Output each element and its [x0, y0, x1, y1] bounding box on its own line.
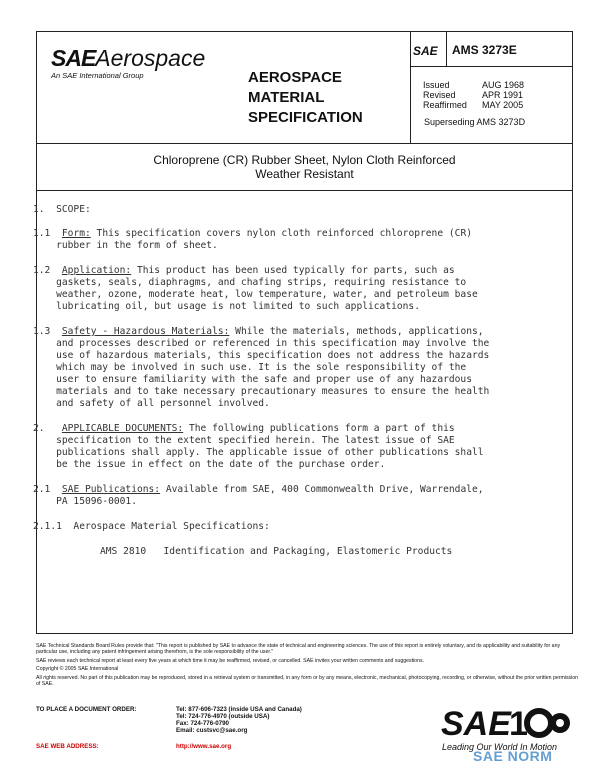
section-1-2: [33, 265, 455, 277]
header-vertical-divider: [410, 31, 411, 143]
issued-label: Issued: [423, 80, 450, 90]
spec-title: [248, 68, 363, 128]
web-address-label: SAE WEB ADDRESS:: [36, 743, 99, 750]
sae-small-logo: SAE: [413, 44, 438, 58]
section-1-2-line4: lubricating oil, but usage is not limited to such applications.: [33, 301, 420, 312]
section-2-1: [33, 484, 484, 496]
section-1-3-line3: use of hazardous materials, this specification does not address the hazards: [33, 350, 490, 361]
sae-tagline: Leading Our World In Motion: [442, 742, 558, 752]
footer-copyright: Copyright © 2005 SAE International: [36, 666, 119, 673]
section-number: 1.1: [33, 228, 51, 239]
section-1-2-line2: gaskets, seals, diaphragms, and chafing strips, requiring resistance to: [33, 277, 467, 288]
logo-aerospace-text: Aerospace: [95, 45, 206, 71]
ams-reference: AMS 2810 Identification and Packaging, Elastomeric Products: [100, 546, 453, 557]
section-text: Available from SAE, 400 Commonwealth Drive, Warrendale,: [160, 484, 484, 495]
spec-title-line2: MATERIAL: [248, 89, 325, 106]
section-2-line3: publications shall apply. The applicable issue of other publications shall: [33, 447, 484, 458]
document-title-line2: Weather Resistant: [255, 167, 354, 181]
section-number: 2.1: [33, 484, 51, 495]
section-text: While the materials, methods, applications,: [229, 326, 484, 337]
footer-rights: All rights reserved. No part of this publication may be reproduced, stored in a retrieval system or transmitted, in any form or by any means, electronic, mechanical, photocopying, recording, or otherwise, without the prior written permission of SAE.: [36, 674, 579, 688]
issued-value: AUG 1968: [482, 80, 525, 90]
section-text: This specification covers nylon cloth reinforced chloroprene (CR): [90, 228, 472, 239]
section-heading: Form:: [61, 228, 91, 239]
logo-subtitle: An SAE International Group: [51, 71, 144, 80]
section-1-3-line2: and processes described or referenced in this specification may involve the: [33, 338, 490, 349]
section-heading: APPLICABLE DOCUMENTS:: [61, 423, 184, 434]
footer-review: SAE reviews each technical report at least every five years at which time it may be reaffirmed, revised, or cancelled. SAE invites your written comments and suggestions.: [36, 657, 424, 664]
phone-outside: Tel: 724-776-4970 (outside USA): [176, 713, 270, 720]
section-1-2-line3: weather, ozone, moderate heat, low temperature, water, and petroleum base: [33, 289, 478, 300]
section-2-line2: specification to the extent specified herein. The latest issue of SAE: [33, 435, 455, 446]
revised-label: Revised: [423, 90, 456, 100]
section-1-3-line7: and safety of all personnel involved.: [33, 398, 270, 409]
revised-value: APR 1991: [482, 90, 524, 100]
phone-usa: Tel: 877-606-7323 (inside USA and Canada): [176, 706, 302, 713]
section-number: 1.2: [33, 265, 51, 276]
section-1-1-line2: rubber in the form of sheet.: [33, 240, 218, 251]
document-title-line1: Chloroprene (CR) Rubber Sheet, Nylon Cloth Reinforced: [153, 153, 456, 167]
section-1-3-line4: which may be involved in such use. It is the sole responsibility of the: [33, 362, 467, 373]
title-divider: [36, 190, 573, 191]
section-1-1: [33, 228, 472, 240]
ams-box-bottom: [410, 66, 573, 67]
spec-title-line3: SPECIFICATION: [248, 109, 363, 126]
section-1-3-line6: materials and to take necessary precautionary measures to ensure the health: [33, 386, 490, 397]
sae-norm-watermark: SAE NORM: [473, 748, 553, 764]
spec-title-line1: AEROSPACE: [248, 69, 342, 86]
logo-sae-text: SAE: [51, 45, 96, 71]
section-1-heading: 1. SCOPE:: [33, 204, 91, 215]
sae-aerospace-logo: [51, 45, 211, 85]
svg-text:SAE: SAE: [441, 705, 511, 743]
section-number: 2.: [33, 423, 45, 434]
section-heading: Safety - Hazardous Materials:: [61, 326, 230, 337]
section-number: 1.3: [33, 326, 51, 337]
section-text: The following publications form a part of this: [183, 423, 455, 434]
document-title: [36, 153, 573, 181]
section-1-3-line5: user to ensure familiarity with the safe and proper use of any hazardous: [33, 374, 472, 385]
reaffirmed-label: Reaffirmed: [423, 100, 467, 110]
fax-number: Fax: 724-776-0790: [176, 720, 229, 727]
header-divider: [36, 143, 573, 144]
email-address: Email: custsvc@sae.org: [176, 727, 248, 734]
section-heading: Application:: [61, 265, 132, 276]
revision-dates: [423, 80, 524, 110]
section-2: [33, 423, 455, 435]
footer-notice: [36, 643, 582, 689]
ams-box-divider: [446, 31, 447, 66]
section-heading: SAE Publications:: [61, 484, 161, 495]
sae100-logo: [441, 703, 571, 745]
order-label: TO PLACE A DOCUMENT ORDER:: [36, 706, 137, 713]
ams-number: AMS 3273E: [452, 43, 517, 57]
section-2-1-1: 2.1.1 Aerospace Material Specifications:: [33, 521, 270, 532]
section-2-1-line2: PA 15096-0001.: [33, 496, 137, 507]
footer-rules: SAE Technical Standards Board Rules provide that: "This report is published by SAE to advance the state of technical and engineering sciences. The use of this report is entirely voluntary, and its applicability and suitability for any particular use, including any patent infringement arising therefrom, is the sole responsibility of the user.": [36, 643, 561, 656]
web-address-link[interactable]: http://www.sae.org: [176, 743, 232, 750]
reaffirmed-value: MAY 2005: [482, 100, 524, 110]
section-2-line4: be the issue in effect on the date of the purchase order.: [33, 459, 386, 470]
svg-text:1: 1: [509, 705, 528, 743]
superseding-text: Superseding AMS 3273D: [424, 117, 526, 127]
section-1-3: [33, 326, 484, 338]
section-text: This product has been used typically for parts, such as: [131, 265, 455, 276]
